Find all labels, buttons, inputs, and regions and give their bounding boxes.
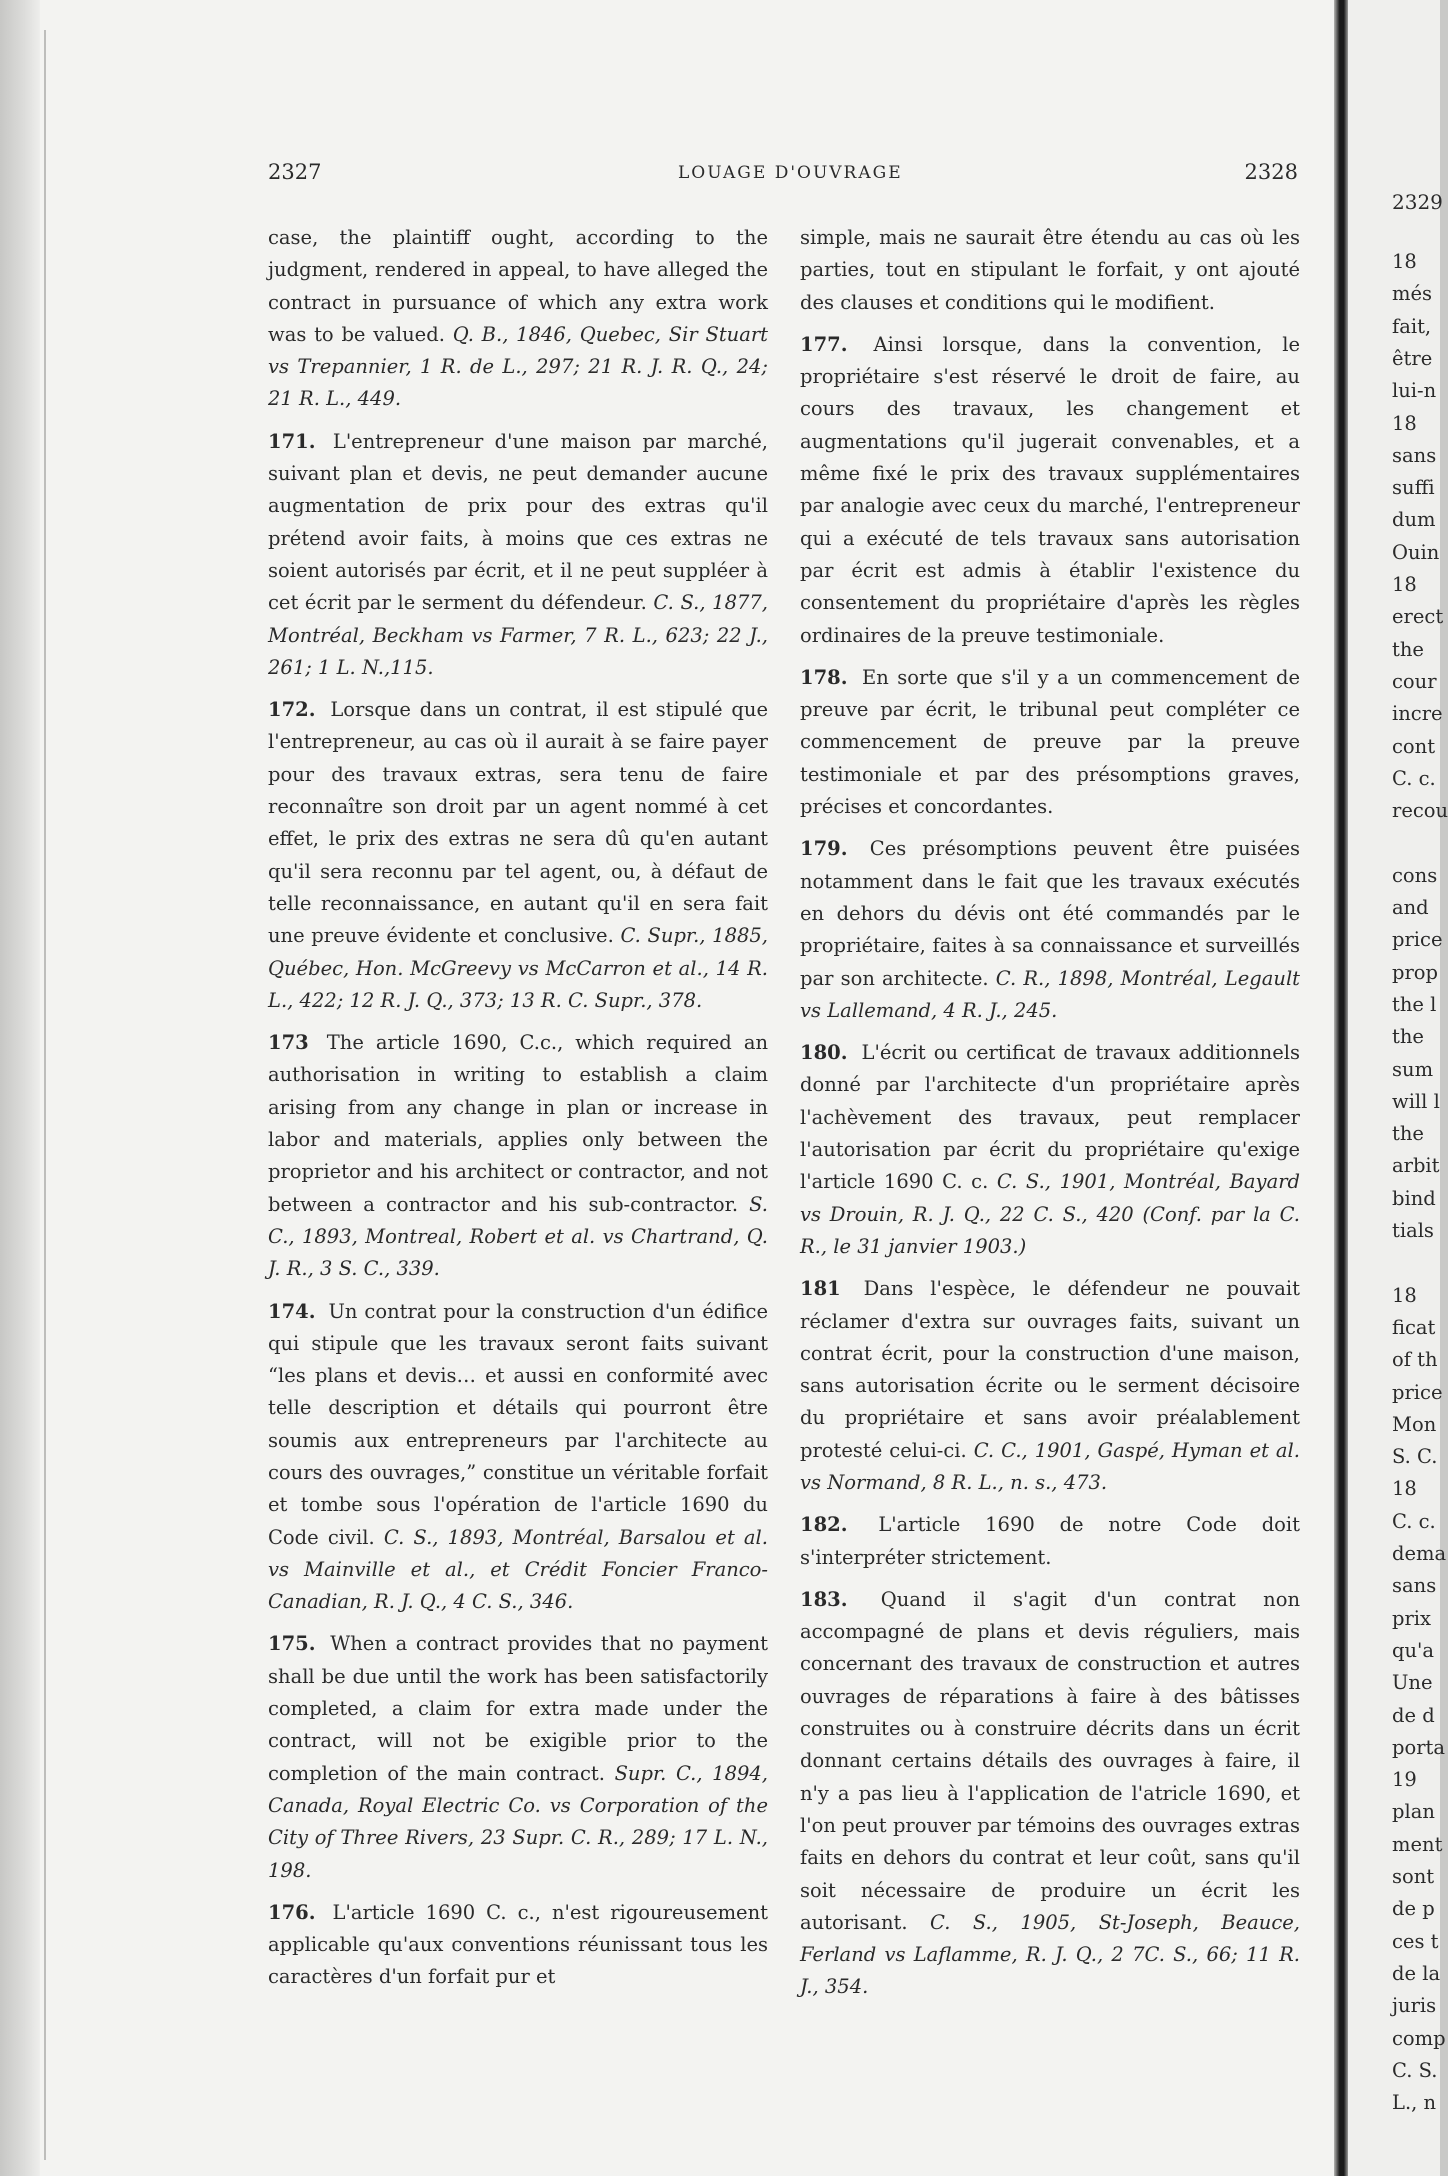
next-page-fragment: plan xyxy=(1392,1800,1435,1824)
paragraph-number: 183. xyxy=(800,1587,848,1611)
next-page-fragment: incre xyxy=(1392,702,1443,726)
next-page-fragment: arbit xyxy=(1392,1154,1440,1178)
paragraph-182 xyxy=(800,1509,1300,1574)
paragraph-text: Ces présomptions peuvent être puisées notamment dans le fait que les travaux exécutés en dehors du dévis ont été commandés par le propriétaire, faites à sa connaissance et surveillés par son architecte. xyxy=(800,837,1300,990)
paragraph-number: 173 xyxy=(268,1031,309,1055)
next-page-fragment: C. c. xyxy=(1392,766,1436,790)
next-page-fragment: sont xyxy=(1392,1865,1435,1888)
next-page-fragment: price xyxy=(1392,1380,1443,1404)
paragraph-text: Dans l'espèce, le défendeur ne pouvait réclamer d'extra sur ouvrages faits, suivant un contrat écrit, pour la construction d'une maison, sans autorisation écrite ou le serment décisoire du propriétaire et sans avoir préalablement protesté celui-ci. xyxy=(800,1277,1300,1462)
paragraph-citation: S. C., 1893, Montreal, Robert et al. vs Chartrand, Q. J. R., 3 S. C., 339. xyxy=(268,1192,768,1281)
next-page-number: 2329 xyxy=(1392,190,1443,214)
paragraph-183 xyxy=(800,1584,1300,2004)
next-page-fragment: Ouin xyxy=(1392,540,1440,564)
next-page-fragment: tials xyxy=(1392,1219,1434,1242)
paragraph-citation: C. S., 1901, Montréal, Bayard vs Drouin, R. J. Q., 22 C. S., 420 (Conf. par la C. R., le 31 janvier 1903.) xyxy=(800,1170,1301,1258)
next-page-fragment: 18 xyxy=(1392,1477,1417,1501)
continuation-paragraph xyxy=(268,222,768,416)
paragraph-citation: C. S., 1893, Montréal, Barsalou et al. vs Mainville et al., et Crédit Foncier Franco-Canadian, R. J. Q., 4 C. S., 346. xyxy=(268,1525,768,1614)
paragraph-number: 171. xyxy=(268,429,316,453)
next-page-fragment: fait, xyxy=(1392,314,1432,338)
running-title: LOUAGE D'OUVRAGE xyxy=(678,163,903,183)
next-page-fragment: the xyxy=(1392,637,1424,661)
paragraph-number: 180. xyxy=(800,1041,848,1065)
next-page-fragment: de la xyxy=(1392,1961,1441,1985)
next-page-fragment: lui-n xyxy=(1392,379,1437,403)
next-page-fragment: suffi xyxy=(1392,476,1435,500)
next-page-fragment: dema xyxy=(1392,1542,1447,1565)
paragraph-text: When a contract provides that no payment shall be due until the work has been satisfactorily completed, a claim for extra made under the contract, will not be exigible prior to the completion of the main contract. xyxy=(268,1632,769,1785)
paragraph-174 xyxy=(268,1296,768,1619)
paragraph-text: Quand il s'agit d'un contrat non accompagné de plans et devis réguliers, mais concernant des travaux de construction et autres ouvrages de réparations à faire à des bâtisses construites ou à construire décrits dans un écrit donnant certains détails des ouvrages à faire, il n'y a pas lieu à l'application de l'atricle 1690, et l'on peut prouver par témoins des ouvrages extras faits en dehors du contrat et leur coût, sans qu'il soit nécessaire de produire un écrit les autorisant. xyxy=(800,1587,1301,1934)
page-header xyxy=(268,160,1298,190)
next-page-fragment: être xyxy=(1392,346,1433,370)
page-edge-shadow xyxy=(0,0,40,2176)
paragraph-text: L'article 1690 C. c., n'est rigoureusement applicable qu'aux conventions réunissant tous les caractères d'un forfait pur et xyxy=(268,1900,768,1989)
paragraph-text: L'entrepreneur d'une maison par marché, suivant plan et devis, ne peut demander aucune augmentation de prix pour des extras qu'il prétend avoir faits, à moins que ces extras ne soient autorisés par écrit, et il ne peut suppléer à cet écrit par le serment du défendeur. xyxy=(268,429,768,615)
paragraph-number: 172. xyxy=(268,698,316,722)
next-page-fragment: 18 xyxy=(1392,1283,1417,1307)
next-page-fragment: recou xyxy=(1392,799,1448,823)
paragraph-text: Ainsi lorsque, dans la convention, le propriétaire s'est réservé le droit de faire, au cours des travaux, les changement et augmentations qu'il jugerait convenables, et a même fixé le prix des travaux supplémentaires par analogie avec ceux du marché, l'entrepreneur qui a exécuté de tels travaux sans autorisation par écrit est admis à établir l'existence du consentement du propriétaire d'après les règles ordinaires de la preuve testimoniale. xyxy=(800,332,1300,647)
next-page-fragment: dum xyxy=(1392,508,1436,532)
next-page-fragment: cons xyxy=(1392,863,1438,887)
paragraph-number: 178. xyxy=(800,665,848,689)
paragraph-178 xyxy=(800,662,1300,823)
next-page-fragment: and xyxy=(1392,896,1429,919)
next-page-fragment: S. C. xyxy=(1392,1445,1438,1469)
next-page-fragment: will l xyxy=(1392,1089,1440,1113)
paragraph-176 xyxy=(268,1897,768,1994)
paragraph-number: 174. xyxy=(268,1299,316,1323)
paragraph-text: L'écrit ou certificat de travaux additionnels donné par l'architecte d'un propriétaire après l'achèvement des travaux, peut remplacer l'autorisation par écrit du propriétaire qu'exige l'article 1690 C. c. xyxy=(800,1041,1301,1194)
paragraph-181 xyxy=(800,1273,1300,1499)
next-page-fragment: sum xyxy=(1392,1057,1434,1081)
next-page-fragment: de p xyxy=(1392,1897,1435,1921)
paragraph-citation: C. S., 1905, St-Joseph, Beauce, Ferland vs Laflamme, R. J. Q., 2 7C. S., 66; 11 R. J., 354. xyxy=(800,1910,1300,1999)
next-page-fragment: prop xyxy=(1392,960,1439,984)
paragraph-number: 177. xyxy=(800,332,848,356)
next-page-fragment: C. c. xyxy=(1392,1509,1436,1533)
page-edge-line xyxy=(44,30,46,2160)
paragraph-text: L'article 1690 de notre Code doit s'interpréter strictement. xyxy=(800,1513,1300,1569)
paragraph-citation: C. C., 1901, Gaspé, Hyman et al. vs Normand, 8 R. L., n. s., 473. xyxy=(800,1438,1300,1494)
paragraph-180 xyxy=(800,1037,1300,1263)
next-page-fragment: porta xyxy=(1392,1735,1446,1759)
paragraph-number: 176. xyxy=(268,1900,316,1924)
paragraph-citation: C. S., 1877, Montréal, Beckham vs Farmer, 7 R. L., 623; 22 J., 261; 1 L. N.,115. xyxy=(268,591,768,679)
paragraph-number: 175. xyxy=(268,1632,316,1656)
next-page-fragment: the l xyxy=(1392,992,1437,1016)
right-page-number: 2328 xyxy=(1244,160,1298,184)
paragraph-177 xyxy=(800,329,1300,652)
next-page-fragment: 18 xyxy=(1392,573,1417,596)
next-page-fragment: 19 xyxy=(1392,1768,1417,1792)
next-page-fragment: Une xyxy=(1392,1671,1433,1695)
paragraph-179 xyxy=(800,833,1300,1027)
paragraph-text: Un contrat pour la construction d'un édifice qui stipule que les travaux seront faits suivant “les plans et devis… et aussi en conformité avec telle description et détails qui pourront être soumis aux entrepreneurs par l'architecte au cours des ouvrages,” constitue un véritable forfait et tombe sous l'opération de l'article 1690 du Code civil. xyxy=(268,1299,768,1549)
right-column xyxy=(800,222,1300,2014)
paragraph-text: The article 1690, C.c., which required an authorisation in writing to establish a claim arising from any change in plan or increase in labor and materials, applies only between the proprietor and his architect or contractor, and not between a contractor and his sub-contractor. xyxy=(268,1031,769,1216)
continuation-paragraph xyxy=(800,222,1300,319)
next-page-fragment: sans xyxy=(1392,443,1437,467)
next-page-fragment: ficat xyxy=(1392,1315,1436,1339)
next-page-fragment: of th xyxy=(1392,1348,1438,1372)
paragraph-171 xyxy=(268,426,768,684)
next-page-fragment: L., n xyxy=(1392,2091,1437,2115)
left-column xyxy=(268,222,768,2004)
next-page-fragment: the xyxy=(1392,1122,1424,1146)
paragraph-citation: Q. B., 1846, Quebec, Sir Stuart vs Trepannier, 1 R. de L., 297; 21 R. J. R. Q., 24; 21 R. L., 449. xyxy=(268,322,768,411)
next-page-fragment: juris xyxy=(1392,1994,1437,2018)
next-page-fragment: Mon xyxy=(1392,1412,1437,1436)
paragraph-citation: Supr. C., 1894, Canada, Royal Electric Co. vs Corporation of the City of Three Rivers, 23 Supr. C. R., 289; 17 L. N., 198. xyxy=(268,1761,769,1882)
next-page-fragment: 18 xyxy=(1392,250,1417,273)
paragraph-number: 179. xyxy=(800,837,848,861)
left-page-number: 2327 xyxy=(268,160,322,184)
paragraph-number: 181 xyxy=(800,1277,841,1301)
book-gutter xyxy=(1334,0,1348,2176)
next-page-fragment: prix xyxy=(1392,1606,1432,1630)
next-page-fragment: qu'a xyxy=(1392,1638,1435,1662)
next-page-fragment: the xyxy=(1392,1025,1424,1049)
paragraph-text: case, the plaintiff ought, according to the judgment, rendered in appeal, to have alleged the contract in pursuance of which any extra work was to be valued. xyxy=(268,226,768,346)
next-page-fragment: de d xyxy=(1392,1703,1435,1727)
paragraph-175 xyxy=(268,1628,768,1886)
paragraph-citation: C. R., 1898, Montréal, Legault vs Lallemand, 4 R. J., 245. xyxy=(800,966,1301,1022)
next-page-fragment: price xyxy=(1392,928,1443,952)
next-page-fragment: comp xyxy=(1392,2026,1446,2050)
paragraph-173 xyxy=(268,1027,768,1285)
next-page-fragment: C. S. xyxy=(1392,2058,1438,2082)
next-page-fragment: 18 xyxy=(1392,411,1417,435)
paragraph-172 xyxy=(268,694,768,1017)
next-page-fragment: ces t xyxy=(1392,1929,1439,1953)
next-page-fragment: bind xyxy=(1392,1186,1436,1210)
paragraph-text: simple, mais ne saurait être étendu au cas où les parties, tout en stipulant le forfait, y ont ajouté des clauses et conditions qui le modifient. xyxy=(800,226,1300,314)
next-page-fragment: cour xyxy=(1392,669,1437,693)
paragraph-citation: C. Supr., 1885, Québec, Hon. McGreevy vs McCarron et al., 14 R. L., 422; 12 R. J. Q., 373; 13 R. C. Supr., 378. xyxy=(268,924,768,1012)
next-page-fragment: més xyxy=(1392,282,1433,306)
paragraph-text: En sorte que s'il y a un commencement de preuve par écrit, le tribunal peut compléter ce commencement de preuve par la preuve testimoniale et par des présomptions graves, précises et concordantes. xyxy=(800,665,1300,819)
next-page-fragment: ment xyxy=(1392,1832,1443,1856)
paragraph-number: 182. xyxy=(800,1513,848,1537)
paragraph-text: Lorsque dans un contrat, il est stipulé que l'entrepreneur, au cas où il aurait à se faire payer pour des travaux extras, sera tenu de faire reconnaître son droit par un agent nommé à cet effet, le prix des extras ne sera dû qu'en autant qu'il sera reconnu par tel agent, ou, à défaut de telle reconnaissance, en autant qu'il en sera fait une preuve évidente et conclusive. xyxy=(268,698,768,948)
next-page-fragment: cont xyxy=(1392,734,1436,758)
next-page-fragment: erect xyxy=(1392,605,1444,629)
next-page-fragment: sans xyxy=(1392,1574,1437,1598)
